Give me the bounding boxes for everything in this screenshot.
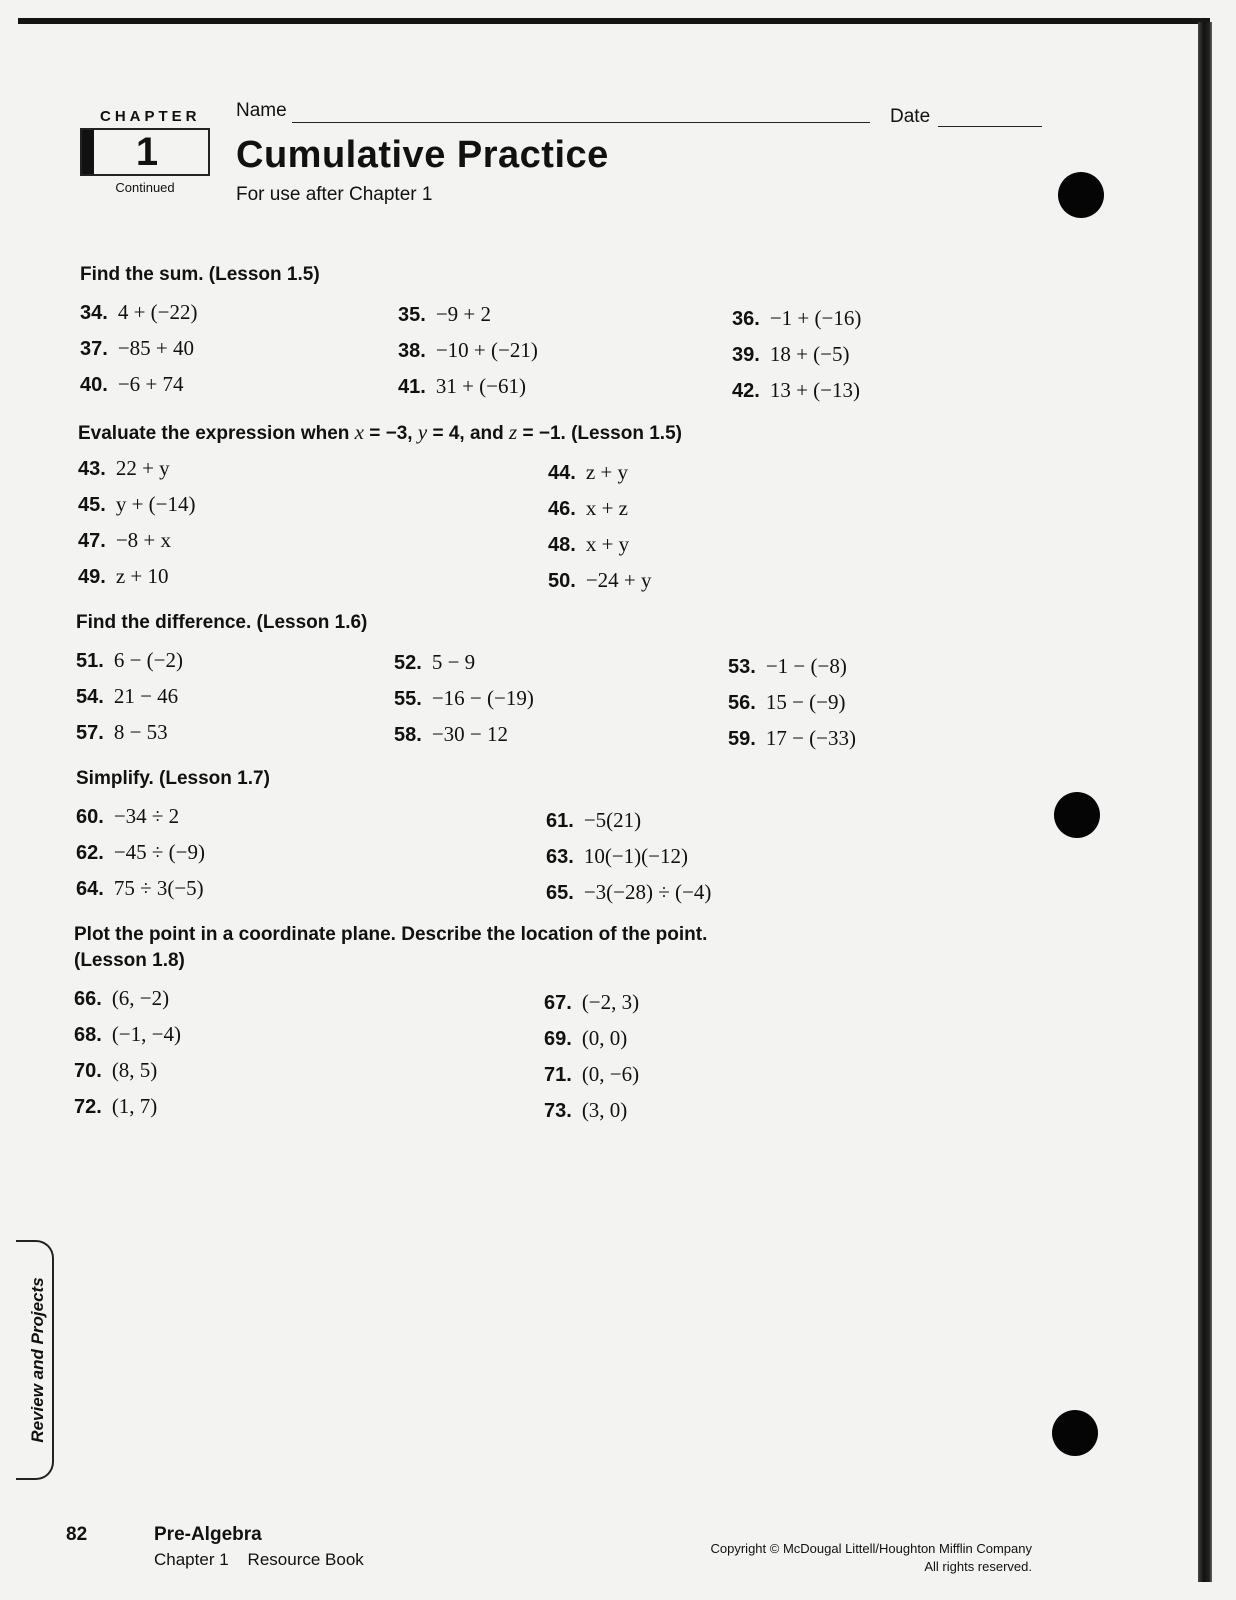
problem-item: 71. (0, −6)	[544, 1062, 640, 1086]
problem-item: 49. z + 10	[78, 564, 169, 588]
binder-hole-top	[1058, 172, 1104, 218]
problem-item: 50. −24 + y	[548, 568, 652, 592]
binder-hole-bottom	[1052, 1410, 1098, 1456]
copyright-line: Copyright © McDougal Littell/Houghton Mifflin Company	[710, 1541, 1032, 1556]
problem-item: 58. −30 − 12	[394, 722, 508, 746]
problem-item: 48. x + y	[548, 532, 630, 556]
problem-item: 41. 31 + (−61)	[398, 374, 526, 398]
problem-item: 68. (−1, −4)	[74, 1022, 181, 1046]
problem-item: 59. 17 − (−33)	[728, 726, 856, 750]
problem-item: 53. −1 − (−8)	[728, 654, 847, 678]
book-title: Pre-Algebra	[154, 1524, 262, 1545]
section-heading-evaluate: Evaluate the expression when x = −3, y = 4, and z = −1. (Lesson 1.5)	[78, 420, 682, 444]
problem-item: 64. 75 ÷ 3(−5)	[76, 876, 204, 900]
problem-item: 45. y + (−14)	[78, 492, 196, 516]
problem-item: 34. 4 + (−22)	[80, 300, 198, 324]
section-heading-simplify: Simplify. (Lesson 1.7)	[76, 768, 270, 789]
problem-item: 44. z + y	[548, 460, 628, 484]
problem-item: 69. (0, 0)	[544, 1026, 628, 1050]
continued-label: Continued	[115, 180, 175, 195]
problem-item: 35. −9 + 2	[398, 302, 491, 326]
problem-item: 63. 10(−1)(−12)	[546, 844, 688, 868]
problem-item: 61. −5(21)	[546, 808, 642, 832]
problem-item: 43. 22 + y	[78, 456, 170, 480]
problem-item: 57. 8 − 53	[76, 720, 168, 744]
problem-item: 47. −8 + x	[78, 528, 171, 552]
problem-item: 55. −16 − (−19)	[394, 686, 534, 710]
book-subtitle: Chapter 1 Resource Book	[154, 1550, 364, 1569]
problem-item: 52. 5 − 9	[394, 650, 476, 674]
problem-item: 62. −45 ÷ (−9)	[76, 840, 206, 864]
problem-item: 66. (6, −2)	[74, 986, 170, 1010]
problem-item: 37. −85 + 40	[80, 336, 194, 360]
name-field[interactable]	[292, 122, 870, 123]
problem-item: 65. −3(−28) ÷ (−4)	[546, 880, 712, 904]
problem-item: 54. 21 − 46	[76, 684, 179, 708]
problem-item: 40. −6 + 74	[80, 372, 184, 396]
page-subtitle: For use after Chapter 1	[236, 184, 433, 205]
chapter-number: 1	[135, 130, 159, 174]
problem-item: 60. −34 ÷ 2	[76, 804, 180, 828]
copyright	[640, 1540, 1032, 1576]
problem-item: 56. 15 − (−9)	[728, 690, 846, 714]
page-edge-shadow	[1198, 22, 1212, 1582]
page-title: Cumulative Practice	[236, 134, 609, 176]
problem-item: 46. x + z	[548, 496, 628, 520]
section-heading-plot-lesson: (Lesson 1.8)	[74, 950, 185, 971]
problem-item: 67. (−2, 3)	[544, 990, 640, 1014]
date-label: Date	[890, 106, 931, 127]
name-label: Name	[236, 100, 287, 121]
chapter-box	[80, 128, 210, 176]
section-heading-sum: Find the sum. (Lesson 1.5)	[80, 264, 320, 285]
problem-item: 72. (1, 7)	[74, 1094, 158, 1118]
top-border	[18, 18, 1210, 24]
page-number: 82	[66, 1524, 88, 1545]
problem-item: 38. −10 + (−21)	[398, 338, 538, 362]
problem-item: 36. −1 + (−16)	[732, 306, 862, 330]
section-heading-plot: Plot the point in a coordinate plane. Describe the location of the point.	[74, 924, 708, 945]
side-tab-label: Review and Projects	[28, 1277, 47, 1443]
problem-item: 42. 13 + (−13)	[732, 378, 860, 402]
problem-item: 70. (8, 5)	[74, 1058, 158, 1082]
rights-line: All rights reserved.	[924, 1559, 1032, 1574]
binder-hole-middle	[1054, 792, 1100, 838]
section-heading-difference: Find the difference. (Lesson 1.6)	[76, 612, 368, 633]
date-field[interactable]	[938, 126, 1042, 127]
chapter-label: CHAPTER	[100, 108, 201, 125]
problem-item: 51. 6 − (−2)	[76, 648, 183, 672]
problem-item: 73. (3, 0)	[544, 1098, 628, 1122]
problem-item: 39. 18 + (−5)	[732, 342, 850, 366]
